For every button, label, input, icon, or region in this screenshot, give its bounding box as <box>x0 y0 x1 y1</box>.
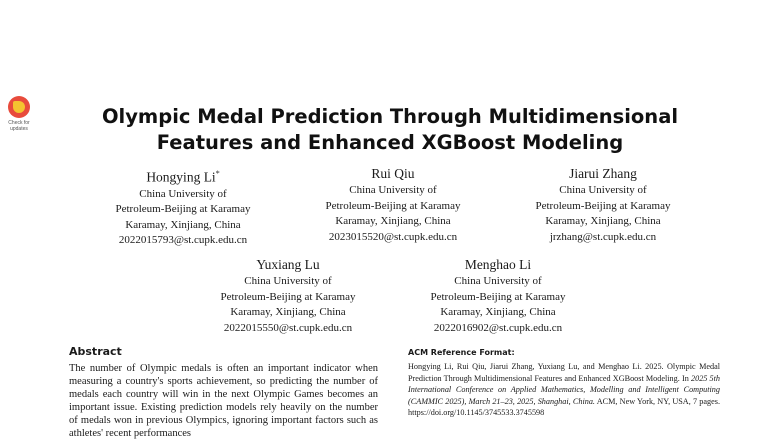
abstract-text: The number of Olympic medals is often an important indicator when measuring a country's sports achievement, so predicting the number of medals each country will win in the next Olympic Games becomes an important issue. Existing prediction models rely heavily on the number of medals won in previous Olympics, ignoring important factors such as athletes' recent performances <box>69 363 378 439</box>
author-name: Hongying Li* <box>146 169 220 185</box>
author-affiliation: Petroleum-Beijing at Karamay <box>430 290 566 303</box>
check-for-updates-badge[interactable] <box>4 96 34 132</box>
reference-venue-prefix: In <box>681 373 689 383</box>
badge-label: Check for updates <box>8 120 30 132</box>
author-affiliation: Petroleum-Beijing at Karamay <box>220 290 356 303</box>
author-affiliation: China University of <box>559 184 647 196</box>
author-affiliation: Petroleum-Beijing at Karamay <box>325 199 461 212</box>
author-email[interactable]: 2022015793@st.cupk.edu.cn <box>118 234 248 246</box>
reference-doi-link[interactable]: https://doi.org/10.1145/3745533.3745598 <box>408 408 545 417</box>
corresponding-author-mark: * <box>215 169 220 178</box>
author-affiliation: China University of <box>244 275 332 287</box>
author-location: Karamay, Xinjiang, China <box>545 215 661 227</box>
author-block <box>173 256 403 336</box>
reference-format-text <box>408 361 720 419</box>
author-affiliation: Petroleum-Beijing at Karamay <box>535 199 671 212</box>
author-name: Jiarui Zhang <box>569 166 637 181</box>
author-name: Yuxiang Lu <box>256 257 320 272</box>
author-block <box>278 165 508 245</box>
author-block <box>383 256 613 336</box>
author-affiliation: China University of <box>139 187 227 200</box>
author-name: Rui Qiu <box>371 166 415 181</box>
reference-publisher: ACM, New York, NY, USA, 7 pages. <box>596 396 720 406</box>
author-email[interactable]: 2022015550@st.cupk.edu.cn <box>223 321 353 334</box>
author-location: Karamay, Xinjiang, China <box>230 306 346 318</box>
author-affiliation: China University of <box>349 184 437 196</box>
reference-authors: Hongying Li, Rui Qiu, Jiarui Zhang, Yuxiang Lu, and Menghao Li. 2025. <box>408 362 664 371</box>
author-block <box>488 165 718 245</box>
author-email[interactable]: 2022016902@st.cupk.edu.cn <box>433 321 563 334</box>
paper-title: Olympic Medal Prediction Through Multidimensional Features and Enhanced XGBoost Modeling <box>101 105 679 154</box>
author-affiliation: Petroleum-Beijing at Karamay <box>115 203 251 215</box>
author-name: Menghao Li <box>464 257 532 272</box>
author-location: Karamay, Xinjiang, China <box>335 215 451 227</box>
author-email[interactable]: 2023015520@st.cupk.edu.cn <box>328 230 458 243</box>
check-for-updates-icon <box>8 96 30 118</box>
reference-format-heading: ACM Reference Format: <box>408 348 515 357</box>
reference-title: Olympic Medal Prediction Through Multidimensional Features and Enhanced XGBoost Modeling. <box>408 362 721 383</box>
author-affiliation: China University of <box>454 275 542 287</box>
author-location: Karamay, Xinjiang, China <box>440 306 556 318</box>
author-block <box>68 165 298 249</box>
author-location: Karamay, Xinjiang, China <box>125 218 241 231</box>
author-email[interactable]: jrzhang@st.cupk.edu.cn <box>549 230 657 243</box>
reference-venue: 2025 5th International Conference on Applied Mathematics, Modelling and Intelligent Computing (CAMMIC 2025), March 21–23, 2025, Shanghai, China. <box>408 373 721 406</box>
abstract-heading: Abstract <box>69 345 122 358</box>
